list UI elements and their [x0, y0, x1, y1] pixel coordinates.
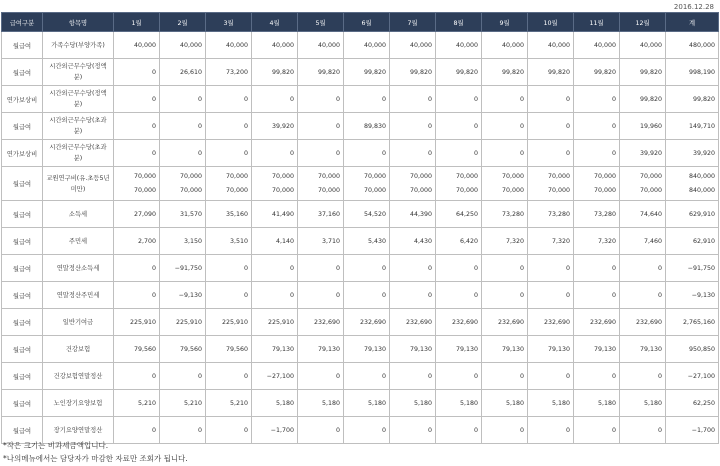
month-value-cell: −27,100	[252, 363, 298, 390]
month-value-cell: 40,000	[206, 32, 252, 59]
month-value-cell: 99,820	[574, 59, 620, 86]
pay-type-cell: 연가보상비	[2, 86, 43, 113]
month-value-cell: 0	[390, 86, 436, 113]
month-value-cell: 232,690	[298, 309, 344, 336]
month-value-cell: 0	[344, 282, 390, 309]
month-value-cell	[252, 167, 298, 201]
total-cell: 39,920	[666, 140, 719, 167]
table-row	[2, 201, 719, 228]
header-cell: 항목명	[43, 13, 114, 32]
header-cell: 급여구분	[2, 13, 43, 32]
value-line: 70,000	[317, 172, 340, 180]
month-value-cell: 79,130	[298, 336, 344, 363]
month-value-cell: 99,820	[620, 59, 666, 86]
month-value-cell: 31,570	[160, 201, 206, 228]
month-value-cell: 0	[344, 140, 390, 167]
month-value-cell	[298, 167, 344, 201]
month-value-cell: 0	[114, 417, 160, 444]
month-value-cell: 5,430	[344, 228, 390, 255]
month-value-cell: 79,130	[252, 336, 298, 363]
month-value-cell	[574, 167, 620, 201]
month-value-cell: 7,320	[574, 228, 620, 255]
item-name-cell: 연말정산주민세	[43, 282, 114, 309]
month-value-cell: 0	[574, 363, 620, 390]
month-value-cell: 0	[528, 86, 574, 113]
header-cell: 11월	[574, 13, 620, 32]
value-line: 70,000	[179, 186, 202, 194]
month-value-cell	[390, 167, 436, 201]
month-value-cell: 0	[482, 363, 528, 390]
item-name-cell: 시간외근무수당(정액분)	[43, 59, 114, 86]
month-value-cell: 79,130	[390, 336, 436, 363]
month-value-cell: 40,000	[436, 32, 482, 59]
item-name-cell: 시간외근무수당(초과분)	[43, 140, 114, 167]
month-value-cell	[160, 167, 206, 201]
value-line: 840,000	[688, 186, 715, 194]
month-value-cell: 0	[114, 140, 160, 167]
month-value-cell: 0	[482, 417, 528, 444]
month-value-cell: 5,210	[114, 390, 160, 417]
month-value-cell: 99,820	[298, 59, 344, 86]
month-value-cell: 0	[482, 282, 528, 309]
header-cell: 4월	[252, 13, 298, 32]
total-cell: 950,850	[666, 336, 719, 363]
month-value-cell: 79,130	[436, 336, 482, 363]
month-value-cell: 5,180	[528, 390, 574, 417]
month-value-cell: 4,430	[390, 228, 436, 255]
value-line: 70,000	[547, 172, 570, 180]
month-value-cell: 40,000	[114, 32, 160, 59]
month-value-cell: 232,690	[436, 309, 482, 336]
month-value-cell: 3,710	[298, 228, 344, 255]
value-line: 70,000	[225, 172, 248, 180]
month-value-cell: 232,690	[344, 309, 390, 336]
month-value-cell: 79,130	[528, 336, 574, 363]
month-value-cell: 0	[574, 255, 620, 282]
month-value-cell: 0	[436, 363, 482, 390]
item-name-cell: 장기요양연말정산	[43, 417, 114, 444]
month-value-cell: 41,490	[252, 201, 298, 228]
month-value-cell: 0	[390, 255, 436, 282]
month-value-cell: 0	[344, 86, 390, 113]
total-cell: 62,250	[666, 390, 719, 417]
month-value-cell: 0	[482, 255, 528, 282]
header-cell: 계	[666, 13, 719, 32]
month-value-cell: 40,000	[482, 32, 528, 59]
month-value-cell: 5,180	[344, 390, 390, 417]
month-value-cell: 7,320	[482, 228, 528, 255]
month-value-cell: 232,690	[528, 309, 574, 336]
table-row	[2, 167, 719, 201]
month-value-cell: 0	[574, 113, 620, 140]
month-value-cell: 40,000	[620, 32, 666, 59]
month-value-cell: −9,130	[160, 282, 206, 309]
pay-type-cell: 월급여	[2, 417, 43, 444]
month-value-cell: 27,090	[114, 201, 160, 228]
month-value-cell: 73,280	[528, 201, 574, 228]
header-cell: 1월	[114, 13, 160, 32]
total-cell: 149,710	[666, 113, 719, 140]
month-value-cell: 0	[574, 417, 620, 444]
total-cell	[666, 167, 719, 201]
pay-type-cell: 월급여	[2, 255, 43, 282]
month-value-cell: 99,820	[252, 59, 298, 86]
total-cell: 62,910	[666, 228, 719, 255]
month-value-cell: 0	[114, 363, 160, 390]
month-value-cell	[528, 167, 574, 201]
table-body	[2, 32, 719, 444]
table-row	[2, 86, 719, 113]
month-value-cell: 0	[574, 282, 620, 309]
month-value-cell	[344, 167, 390, 201]
month-value-cell	[436, 167, 482, 201]
table-row	[2, 309, 719, 336]
pay-type-cell: 월급여	[2, 59, 43, 86]
header-cell: 10월	[528, 13, 574, 32]
month-value-cell: 40,000	[528, 32, 574, 59]
table-row	[2, 336, 719, 363]
month-value-cell: 5,210	[160, 390, 206, 417]
table-row	[2, 140, 719, 167]
total-cell: −1,700	[666, 417, 719, 444]
month-value-cell: 5,180	[574, 390, 620, 417]
month-value-cell: 0	[206, 363, 252, 390]
month-value-cell: 44,390	[390, 201, 436, 228]
month-value-cell: 0	[114, 113, 160, 140]
table-row	[2, 113, 719, 140]
month-value-cell: 0	[206, 86, 252, 113]
month-value-cell: 54,520	[344, 201, 390, 228]
item-name-cell: 시간외근무수당(초과분)	[43, 113, 114, 140]
item-name-cell: 소득세	[43, 201, 114, 228]
value-line: 70,000	[363, 186, 386, 194]
month-value-cell: 5,180	[390, 390, 436, 417]
month-value-cell: 225,910	[114, 309, 160, 336]
month-value-cell: 40,000	[344, 32, 390, 59]
month-value-cell	[206, 167, 252, 201]
pay-type-cell: 연가보상비	[2, 140, 43, 167]
month-value-cell: 225,910	[206, 309, 252, 336]
month-value-cell: 79,130	[620, 336, 666, 363]
value-line: 70,000	[639, 172, 662, 180]
month-value-cell: 3,150	[160, 228, 206, 255]
item-name-cell: 노인장기요양보험	[43, 390, 114, 417]
month-value-cell: 0	[298, 417, 344, 444]
month-value-cell: 0	[298, 255, 344, 282]
month-value-cell: 0	[482, 140, 528, 167]
table-row	[2, 363, 719, 390]
month-value-cell: 3,510	[206, 228, 252, 255]
month-value-cell: 40,000	[298, 32, 344, 59]
month-value-cell: 0	[574, 86, 620, 113]
month-value-cell: 4,140	[252, 228, 298, 255]
month-value-cell: 0	[160, 113, 206, 140]
month-value-cell: 0	[620, 282, 666, 309]
month-value-cell: 0	[252, 140, 298, 167]
header-cell: 6월	[344, 13, 390, 32]
month-value-cell: 0	[436, 86, 482, 113]
month-value-cell: 89,830	[344, 113, 390, 140]
month-value-cell: 0	[206, 282, 252, 309]
footnote-closed-data: *나의메뉴에서는 담당자가 마감한 자료만 조회가 됩니다.	[3, 454, 188, 463]
item-name-cell: 주민세	[43, 228, 114, 255]
month-value-cell: 40,000	[160, 32, 206, 59]
month-value-cell: 79,560	[114, 336, 160, 363]
table-row	[2, 59, 719, 86]
item-name-cell: 가족수당(부양가족)	[43, 32, 114, 59]
total-cell: 480,000	[666, 32, 719, 59]
month-value-cell: 0	[114, 86, 160, 113]
value-line: 70,000	[225, 186, 248, 194]
month-value-cell: 5,180	[620, 390, 666, 417]
month-value-cell: 0	[482, 113, 528, 140]
month-value-cell: 0	[160, 86, 206, 113]
month-value-cell: 5,180	[252, 390, 298, 417]
value-line: 70,000	[409, 172, 432, 180]
month-value-cell: 0	[390, 363, 436, 390]
month-value-cell: 0	[390, 417, 436, 444]
month-value-cell: 79,130	[482, 336, 528, 363]
table-row	[2, 417, 719, 444]
value-line: 70,000	[363, 172, 386, 180]
pay-table	[1, 12, 719, 444]
month-value-cell: 0	[160, 417, 206, 444]
report-date: 2016.12.28	[673, 3, 714, 11]
pay-type-cell: 월급여	[2, 201, 43, 228]
table-row	[2, 390, 719, 417]
value-line: 70,000	[455, 186, 478, 194]
header-cell: 3월	[206, 13, 252, 32]
month-value-cell: 0	[528, 282, 574, 309]
month-value-cell	[114, 167, 160, 201]
month-value-cell: 79,130	[574, 336, 620, 363]
month-value-cell: 0	[482, 86, 528, 113]
month-value-cell: 232,690	[574, 309, 620, 336]
month-value-cell: 0	[436, 140, 482, 167]
month-value-cell: 0	[436, 255, 482, 282]
value-line: 70,000	[593, 186, 616, 194]
pay-type-cell: 월급여	[2, 282, 43, 309]
month-value-cell: −91,750	[160, 255, 206, 282]
month-value-cell: 0	[574, 140, 620, 167]
month-value-cell: 7,460	[620, 228, 666, 255]
item-name-cell: 건강보험	[43, 336, 114, 363]
month-value-cell: 2,700	[114, 228, 160, 255]
month-value-cell: 0	[206, 140, 252, 167]
month-value-cell: 0	[390, 113, 436, 140]
item-name-cell: 건강보험연말정산	[43, 363, 114, 390]
header-cell: 12월	[620, 13, 666, 32]
month-value-cell: 99,820	[528, 59, 574, 86]
header-cell: 9월	[482, 13, 528, 32]
month-value-cell: 0	[344, 363, 390, 390]
month-value-cell: 5,180	[436, 390, 482, 417]
pay-type-cell: 월급여	[2, 390, 43, 417]
month-value-cell: 0	[390, 282, 436, 309]
total-cell: −91,750	[666, 255, 719, 282]
pay-type-cell: 월급여	[2, 228, 43, 255]
month-value-cell: 99,820	[390, 59, 436, 86]
month-value-cell: 0	[528, 417, 574, 444]
value-line: 70,000	[409, 186, 432, 194]
month-value-cell: 39,920	[620, 140, 666, 167]
pay-type-cell: 월급여	[2, 32, 43, 59]
month-value-cell: 5,210	[206, 390, 252, 417]
month-value-cell: 0	[252, 282, 298, 309]
month-value-cell: 99,820	[344, 59, 390, 86]
pay-type-cell: 월급여	[2, 336, 43, 363]
month-value-cell: 0	[528, 140, 574, 167]
month-value-cell: 79,560	[206, 336, 252, 363]
month-value-cell: 0	[298, 86, 344, 113]
month-value-cell: 0	[114, 59, 160, 86]
month-value-cell: 0	[160, 140, 206, 167]
month-value-cell: 0	[160, 363, 206, 390]
month-value-cell: 0	[252, 255, 298, 282]
table-row	[2, 228, 719, 255]
month-value-cell: 0	[252, 86, 298, 113]
month-value-cell: 0	[528, 255, 574, 282]
month-value-cell: 37,160	[298, 201, 344, 228]
month-value-cell: 0	[620, 255, 666, 282]
pay-type-cell: 월급여	[2, 113, 43, 140]
value-line: 70,000	[179, 172, 202, 180]
value-line: 70,000	[501, 172, 524, 180]
month-value-cell: 26,610	[160, 59, 206, 86]
item-name-cell: 일반기여금	[43, 309, 114, 336]
month-value-cell: 79,560	[160, 336, 206, 363]
month-value-cell: 0	[298, 282, 344, 309]
value-line: 70,000	[455, 172, 478, 180]
month-value-cell: 0	[528, 113, 574, 140]
month-value-cell: 0	[528, 363, 574, 390]
total-cell: 629,910	[666, 201, 719, 228]
header-cell: 2월	[160, 13, 206, 32]
month-value-cell: 19,960	[620, 113, 666, 140]
header-cell: 8월	[436, 13, 482, 32]
value-line: 70,000	[547, 186, 570, 194]
total-cell: −9,130	[666, 282, 719, 309]
table-row	[2, 255, 719, 282]
value-line: 70,000	[133, 186, 156, 194]
month-value-cell: 0	[390, 140, 436, 167]
month-value-cell: 6,420	[436, 228, 482, 255]
total-cell: 99,820	[666, 86, 719, 113]
month-value-cell: 0	[620, 417, 666, 444]
value-line: 70,000	[271, 172, 294, 180]
month-value-cell: 0	[298, 363, 344, 390]
month-value-cell: 232,690	[620, 309, 666, 336]
value-line: 70,000	[593, 172, 616, 180]
month-value-cell: 99,820	[620, 86, 666, 113]
month-value-cell: 0	[344, 417, 390, 444]
table-row	[2, 282, 719, 309]
month-value-cell: 7,320	[528, 228, 574, 255]
header-cell: 5월	[298, 13, 344, 32]
month-value-cell: 99,820	[436, 59, 482, 86]
total-cell: −27,100	[666, 363, 719, 390]
item-name-cell: 시간외근무수당(정액분)	[43, 86, 114, 113]
month-value-cell: 232,690	[482, 309, 528, 336]
pay-type-cell: 월급여	[2, 309, 43, 336]
month-value-cell	[482, 167, 528, 201]
month-value-cell: 74,640	[620, 201, 666, 228]
month-value-cell: 0	[206, 113, 252, 140]
month-value-cell: 73,280	[574, 201, 620, 228]
month-value-cell: 225,910	[252, 309, 298, 336]
month-value-cell: 39,920	[252, 113, 298, 140]
month-value-cell: 73,280	[482, 201, 528, 228]
value-line: 70,000	[501, 186, 524, 194]
value-line: 840,000	[688, 172, 715, 180]
total-cell: 2,765,160	[666, 309, 719, 336]
value-line: 70,000	[133, 172, 156, 180]
month-value-cell: 0	[436, 282, 482, 309]
value-line: 70,000	[317, 186, 340, 194]
item-name-cell: 교원연구비(유.초등5년미만)	[43, 167, 114, 201]
pay-type-cell: 월급여	[2, 167, 43, 201]
table-row	[2, 32, 719, 59]
value-line: 70,000	[639, 186, 662, 194]
month-value-cell: 0	[298, 113, 344, 140]
value-line: 70,000	[271, 186, 294, 194]
month-value-cell	[620, 167, 666, 201]
month-value-cell: 0	[114, 282, 160, 309]
month-value-cell: 0	[344, 255, 390, 282]
month-value-cell: 0	[206, 255, 252, 282]
month-value-cell: 73,200	[206, 59, 252, 86]
month-value-cell: 99,820	[482, 59, 528, 86]
header-cell: 7월	[390, 13, 436, 32]
month-value-cell: 79,130	[344, 336, 390, 363]
item-name-cell: 연말정산소득세	[43, 255, 114, 282]
month-value-cell: 40,000	[574, 32, 620, 59]
month-value-cell: 64,250	[436, 201, 482, 228]
header-row	[2, 13, 719, 32]
footnote-tax-free: *작은 크기는 비과세금액입니다.	[3, 441, 109, 450]
total-cell: 998,190	[666, 59, 719, 86]
month-value-cell: 232,690	[390, 309, 436, 336]
month-value-cell: −1,700	[252, 417, 298, 444]
month-value-cell: 0	[620, 363, 666, 390]
month-value-cell: 0	[206, 417, 252, 444]
month-value-cell: 5,180	[298, 390, 344, 417]
month-value-cell: 0	[436, 113, 482, 140]
month-value-cell: 5,180	[482, 390, 528, 417]
month-value-cell: 225,910	[160, 309, 206, 336]
month-value-cell: 35,160	[206, 201, 252, 228]
month-value-cell: 0	[436, 417, 482, 444]
pay-type-cell: 월급여	[2, 363, 43, 390]
month-value-cell: 40,000	[390, 32, 436, 59]
month-value-cell: 0	[298, 140, 344, 167]
month-value-cell: 0	[114, 255, 160, 282]
month-value-cell: 40,000	[252, 32, 298, 59]
